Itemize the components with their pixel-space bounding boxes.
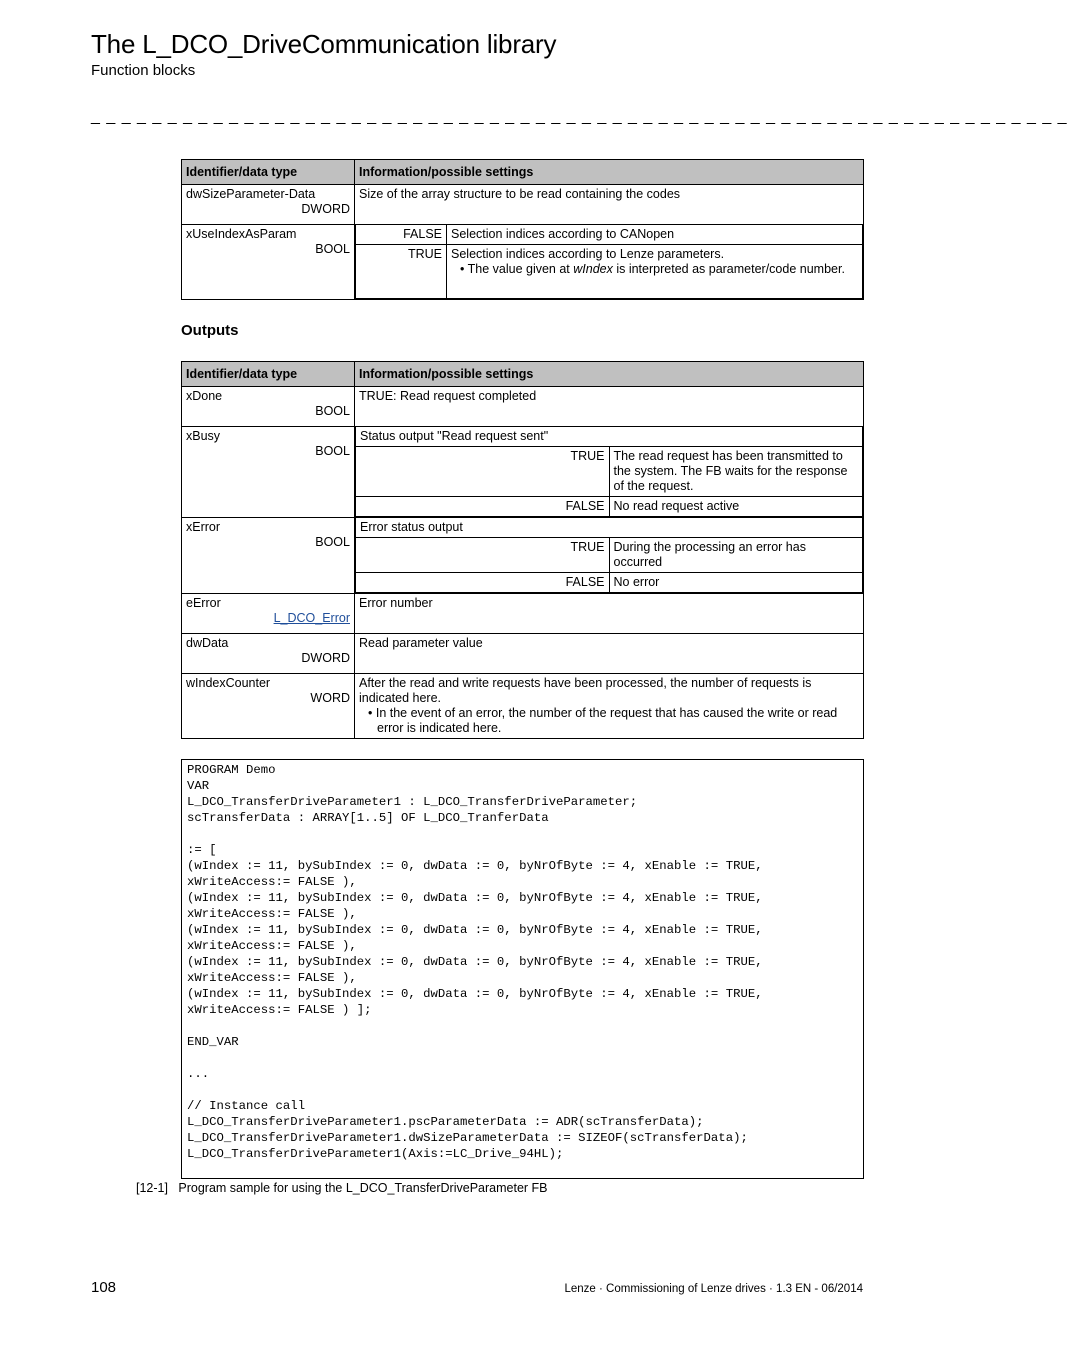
- data-type-link[interactable]: L_DCO_Error: [273, 611, 350, 625]
- value-key: FALSE: [356, 497, 610, 517]
- value-key: TRUE: [356, 538, 610, 573]
- value-desc: Selection indices according to Lenze parameters.: [451, 247, 725, 261]
- table-row: [182, 674, 864, 739]
- inputs-table: [181, 159, 864, 300]
- header-rule: _ _ _ _ _ _ _ _ _ _ _ _ _ _ _ _ _ _ _ _ _ _ _ _ _ _ _ _ _ _ _ _ _ _ _ _ _ _ _ _ _ _ _ _ _ _ _ _ _ _ _ _ _ _ _ _ _ _ _ _ _ _ _ _: [91, 108, 1068, 125]
- table-row: [182, 518, 864, 594]
- value-desc: No read request active: [609, 497, 863, 517]
- table-row: [182, 634, 864, 674]
- info-cell: Error number: [355, 594, 864, 634]
- info-cell: Read parameter value: [355, 634, 864, 674]
- table-header-info: Information/possible settings: [355, 362, 864, 387]
- info-cell: Status output "Read request sent": [356, 427, 863, 447]
- value-key: TRUE: [356, 245, 447, 299]
- table-row: [182, 225, 864, 300]
- page-number: 108: [91, 1279, 117, 1296]
- data-type: BOOL: [315, 444, 350, 458]
- value-key: TRUE: [356, 447, 610, 497]
- footer-text: Lenze · Commissioning of Lenze drives · 1.3 EN - 06/2014: [564, 1283, 863, 1295]
- data-type: WORD: [310, 691, 350, 705]
- code-sample-box: [181, 759, 864, 1179]
- page-title: The L_DCO_DriveCommunication library: [91, 29, 557, 59]
- value-key: FALSE: [356, 573, 610, 593]
- value-key: FALSE: [356, 225, 447, 245]
- table-row: [182, 427, 864, 518]
- info-cell: After the read and write requests have been processed, the number of requests is indicated here.: [359, 676, 812, 705]
- table-header-identifier: Identifier/data type: [182, 362, 355, 387]
- code-sample: PROGRAM Demo VAR L_DCO_TransferDriveParameter1 : L_DCO_TransferDriveParameter; scTransferData : ARRAY[1..5] OF L_DCO_TranferData := [ (wIndex := 11, bySubIndex := 0, dwData := 0, byNrOfByte := 4, xEnable := TRUE, xWriteAccess:= FALSE ), (wIndex := 11, bySubIndex := 0, dwData := 0, byNrOfByte := 4, xEnable := TRUE, xWriteAccess:= FALSE ), (wIndex := 11, bySubIndex := 0, dwData := 0, byNrOfByte := 4, xEnable := TRUE, xWriteAccess:= FALSE ), (wIndex := 11, bySubIndex := 0, dwData := 0, byNrOfByte := 4, xEnable := TRUE, xWriteAccess:= FALSE ), (wIndex := 11, bySubIndex := 0, dwData := 0, byNrOfByte := 4, xEnable := TRUE, xWriteAccess:= FALSE ) ]; END_VAR ... // Instance call L_DCO_TransferDriveParameter1.pscParameterData := ADR(scTransferData); L_DCO_TransferDriveParameter1.dwSizeParameterData := SIZEOF(scTransferData); L_DCO_TransferDriveParameter1(Axis:=LC_Drive_94HL);: [187, 763, 763, 1161]
- table-header-identifier: Identifier/data type: [182, 160, 355, 185]
- bullet-item: • In the event of an error, the number of the request that has caused the write or read error is indicated here.: [359, 706, 859, 736]
- table-row: [182, 185, 864, 225]
- info-cell: TRUE: Read request completed: [355, 387, 864, 427]
- identifier: eError: [186, 596, 221, 610]
- identifier: dwSizeParameter-Data: [186, 187, 316, 201]
- identifier: xDone: [186, 389, 223, 403]
- value-desc: The read request has been transmitted to the system. The FB waits for the response of the request.: [609, 447, 863, 497]
- bullet-item: • The value given at wIndex is interpreted as parameter/code number.: [451, 262, 858, 277]
- identifier: xError: [186, 520, 221, 534]
- data-type: DWORD: [301, 202, 350, 216]
- identifier: dwData: [186, 636, 229, 650]
- section-heading-outputs: Outputs: [181, 322, 239, 339]
- data-type: BOOL: [315, 242, 350, 256]
- table-row: [182, 594, 864, 634]
- info-cell: Size of the array structure to be read containing the codes: [355, 185, 864, 225]
- identifier: xUseIndexAsParam: [186, 227, 297, 241]
- value-desc: During the processing an error has occurred: [609, 538, 863, 573]
- data-type: BOOL: [315, 535, 350, 549]
- data-type: DWORD: [301, 651, 350, 665]
- data-type: BOOL: [315, 404, 350, 418]
- identifier: xBusy: [186, 429, 221, 443]
- outputs-table: [181, 361, 864, 739]
- figure-caption: [12-1] Program sample for using the L_DCO_TransferDriveParameter FB: [136, 1181, 548, 1195]
- table-header-info: Information/possible settings: [355, 160, 864, 185]
- value-desc: Selection indices according to CANopen: [447, 225, 863, 245]
- table-row: [182, 387, 864, 427]
- identifier: wIndexCounter: [186, 676, 271, 690]
- info-cell: Error status output: [356, 518, 863, 538]
- value-desc: No error: [609, 573, 863, 593]
- page-subtitle: Function blocks: [91, 62, 196, 79]
